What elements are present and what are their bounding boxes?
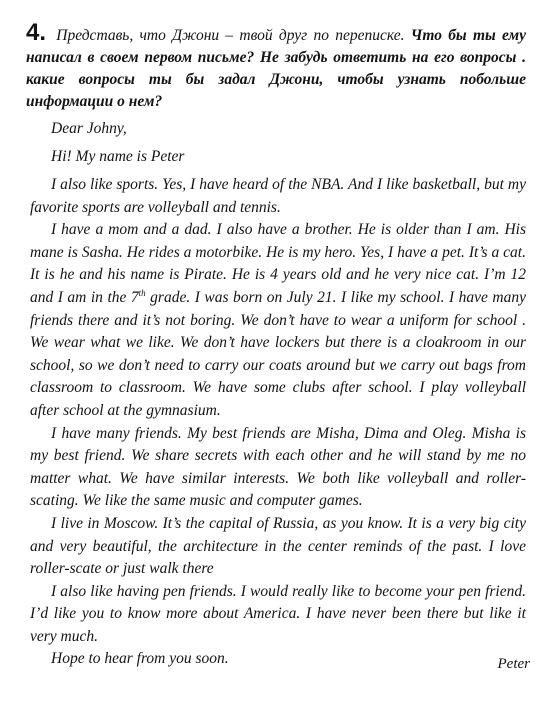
letter-paragraph-pen-friends: I also like having pen friends. I would really like to become your pen friend. I’d like you to know more about America. I have never been there but like it very much.	[30, 582, 526, 645]
letter-paragraph-family-school	[30, 219, 526, 422]
letter-closing: Hope to hear from you soon.	[51, 650, 229, 668]
letter-body	[30, 118, 526, 671]
letter-signature: Peter	[497, 656, 530, 672]
task-header	[26, 19, 527, 113]
letter-greeting: Hi! My name is Peter	[51, 148, 185, 165]
task-prompt-bold: Что бы ты ему написал в своем первом письме? Не забудь ответить на его вопросы . какие вопросы ты бы задал Джони, чтобы узнать побольше информации о нем?	[26, 27, 527, 110]
letter-paragraph-city: I live in Moscow. It’s the capital of Russia, as you know. It is a very big city and very beautiful, the architecture in the center reminds of the past. I love roller-scate or just walk there	[30, 514, 526, 578]
task-number: 4.	[26, 19, 47, 46]
letter-salutation: Dear Johny,	[51, 120, 127, 137]
family-text-part1: I have a mom and a dad. I also have a brother. He is older than I am. His mane is Sasha. He rides a motorbike. He is my hero. Yes, I have a pet. It’s a cat. It is he and his name is Pirate. He is 4 years old and he very nice cat. I’m 12 and I am in the 7	[30, 221, 526, 306]
letter-paragraph-friends: I have many friends. My best friends are Misha, Dima and Oleg. Misha is my best friend. We share secrets with each other and he will stand by me no matter what. We have similar interests. We both like volleyball and roller-scating. We like the same music and computer games.	[30, 424, 526, 510]
task-prompt-italic: Представь, что Джони – твой друг по переписке.	[56, 27, 405, 44]
family-text-part2: grade. I was born on July 21. I like my school. I have many friends there and it’s not boring. We don’t have to wear a uniform for school . We wear what we like. We don’t have lockers but there is a cloakroom in our school, so we don’t need to carry our coats around but we carry out bags from classroom to classroom. We have some clubs after school. I play volleyball after school at the gymnasium.	[30, 288, 526, 419]
letter-paragraph-sports: I also like sports. Yes, I have heard of the NBA. And I like basketball, but my favorite sports are volleyball and tennis.	[30, 176, 526, 216]
ordinal-suffix: th	[138, 287, 146, 298]
